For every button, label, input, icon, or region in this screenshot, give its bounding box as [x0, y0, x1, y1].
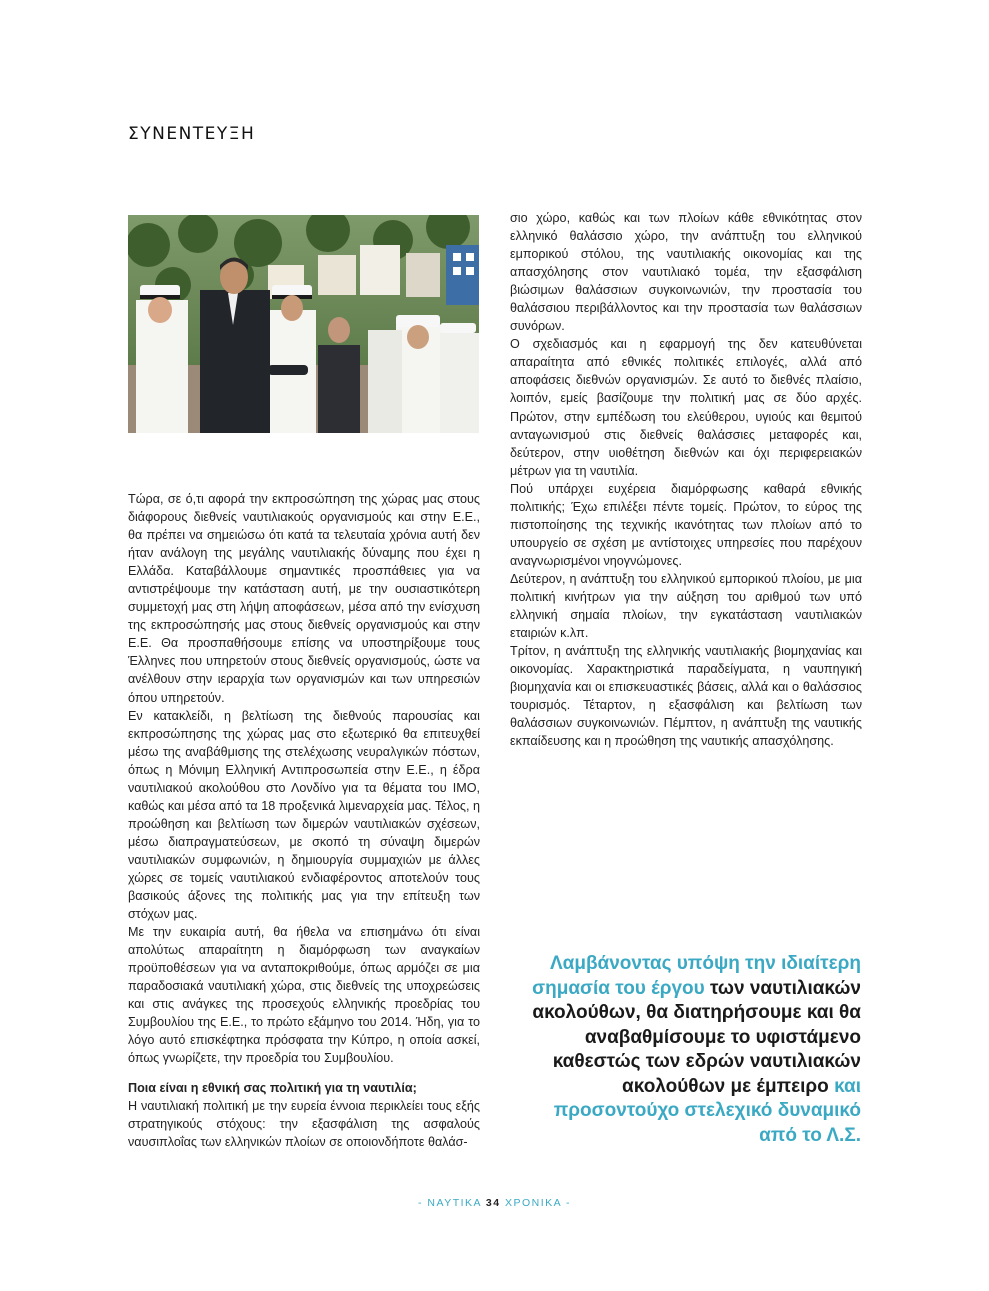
left-column — [128, 490, 480, 1151]
section-title: ΣΥΝΕΝΤΕΥΞΗ — [128, 124, 256, 144]
page-footer — [0, 1197, 989, 1209]
interview-answer: Η ναυτιλιακή πολιτική με την ευρεία έννοια περικλείει τους εξής στρατηγικούς στόχους: την εξασφάλιση της ασφαλούς ναυσιπλοΐας των ελληνικών πλοίων σε οποιονδήποτε θαλάσ- — [128, 1098, 480, 1149]
body-paragraph: Εν κατακλείδι, η βελτίωση της διεθνούς παρουσίας και εκπροσώπησης της χώρας μας στο εξωτερικό θα επιτευχθεί μέσω της αναβάθμισης της στελέχωσης νευραλγικών πόστων, όπως η Μόνιμη Ελληνική Αντιπροσωπεία στην Ε.Ε., η έδρα ναυτιλιακού ακολούθου στο Λονδίνο για τα θέματα του ΙΜΟ, καθώς και μέσα από τα 18 προξενικά λιμεναρχεία μας. Τέλος, η προώθηση και βελτίωση των διμερών ναυτιλιακών σχέσεων, μέσω διαπραγματεύσεων, με σκοπό τη σύναψη διμερών ναυτιλιακών συμφωνιών, η δημιουργία συμμαχιών με άλλες χώρες σε τομείς ναυτιλιακού ενδιαφέροντος αποτελούν τους βασικούς άξονες της πολιτικής μας για την επίτευξη των στόχων μας. — [128, 708, 480, 922]
ceremony-photo — [128, 215, 479, 433]
footer-magazine-left: - ΝΑΥΤΙΚΑ — [417, 1197, 482, 1209]
pull-quote-highlight: και προσοντούχο στελεχικό δυναμικό από το Λ.Σ. — [553, 1075, 861, 1146]
footer-magazine-right: ΧΡΟΝΙΚΑ - — [505, 1197, 572, 1209]
pull-quote-highlight: Λαμβάνοντας υπόψη την ιδιαίτερη σημασία του έργου — [532, 953, 861, 999]
pull-quote — [521, 952, 861, 1148]
body-paragraph: Τρίτον, η ανάπτυξη της ελληνικής ναυτιλιακής βιομηχανίας και οικονομίας. Χαρακτηριστικά παραδείγματα, η ναυπηγική βιομηχανία και οι επισκευαστικές βάσεις, αλλά και ο θαλάσσιος τουρισμός. Τέταρτον, η εξασφάλιση και βελτίωση των θαλάσσιων συγκοινωνιών. Πέμπτον, η ανάπτυξη της ναυτικής εκπαίδευσης και η προώθηση της ναυτικής απασχόλησης. — [510, 644, 862, 749]
body-paragraph: Πού υπάρχει ευχέρεια διαμόρφωσης καθαρά εθνικής πολιτικής; Έχω επιλέξει πέντε τομείς. Πρώτον, το εύρος της πιστοποίησης της τεχνικής ικανότητας των πλοίων από το υπουργείο σε σχέση με αντίστοιχες υπηρεσίες που παρέχουν αναγνωρισμένοι νηογνώμονες. — [510, 481, 862, 568]
body-paragraph: σιο χώρο, καθώς και των πλοίων κάθε εθνικότητας στον ελληνικό θαλάσσιο χώρο, την ανάπτυξη του ελληνικού εμπορικού στόλου, της ναυτιλιακής οικονομίας και της απασχόλησης στον ναυτιλιακό τομέα, την εξασφάλιση βιώσιμων θαλάσσιων συγκοινωνιών, την προστασία του θαλάσσιου περιβάλλοντος και την προστασία των θαλάσσιων συνόρων. — [510, 211, 862, 334]
pull-quote-text: των ναυτιλιακών ακολούθων, θα διατηρήσουμε και θα αναβαθμίσουμε το υφιστάμενο καθεστώς των εδρών ναυτιλιακών ακολούθων με έμπειρο — [532, 977, 861, 1097]
body-paragraph: Ο σχεδιασμός και η εφαρμογή της δεν κατευθύνεται απαραίτητα από εθνικές πολιτικές επιλογές, αλλά από αποφάσεις διεθνών οργανισμών. Σε αυτό το διεθνές πλαίσιο, λοιπόν, εμείς βασίζουμε την πολιτική μας σε δύο αρχές. Πρώτον, στην εμπέδωση του ελεύθερου, υγιούς και θεμιτού ανταγωνισμού στις διεθνείς θαλάσσιες μεταφορές και, δεύτερον, στην υιοθέτηση διεθνών και όχι περιφερειακών μέτρων για τη ναυτιλία. — [510, 337, 862, 478]
body-paragraph: Τώρα, σε ό,τι αφορά την εκπροσώπηση της χώρας μας στους διάφορους διεθνείς ναυτιλιακούς οργανισμούς και στην Ε.Ε., θα πρέπει να σημειώσω ότι κατά τα τελευταία χρόνια αυτή δεν ήταν ανάλογη της μεγάλης ναυτιλιακής δύναμης που έχει η Ελλάδα. Καταβάλλουμε σημαντικές προσπάθειες για να αντιστρέψουμε την κατάσταση αυτή, με την ουσιαστικότερη συμμετοχή μας στη λήψη αποφάσεων, μέσα από την ενίσχυση της εκπροσώπησής μας στους διεθνείς οργανισμούς και στην Ε.Ε. Θα προσπαθήσουμε επίσης να υποστηρίξουμε τους Έλληνες που υπηρετούν στους διεθνείς οργανισμούς, ώστε να ανέλθουν στην ιεραρχία των οργανισμών και των υπηρεσιών όπου υπηρετούν. — [128, 492, 480, 705]
body-paragraph: Δεύτερον, η ανάπτυξη του ελληνικού εμπορικού πλοίου, με μια πολιτική κινήτρων για την αύξηση του αριθμού των υπό ελληνική σημαία πλοίων, την εγκατάσταση ναυτιλιακών εταιριών κ.λπ. — [510, 571, 862, 641]
interview-question: Ποια είναι η εθνική σας πολιτική για τη ναυτιλία; — [128, 1080, 417, 1095]
body-paragraph: Με την ευκαιρία αυτή, θα ήθελα να επισημάνω ότι είναι απολύτως απαραίτητη η διαμόρφωση των αναγκαίων προϋποθέσεων για να ανταποκριθούμε, όπως αρμόζει σε μια παραδοσιακά ναυτιλιακή χώρα, στις διεθνείς της υποχρεώσεις και στις ανάγκες της προσεχούς ελληνικής προεδρίας του Συμβουλίου της Ε.Ε., το πρώτο εξάμηνο του 2014. Ήδη, για το λόγο αυτό επισκέφτηκα πρόσφατα την Κύπρο, η οποία ασκεί, όπως γνωρίζετε, την προεδρία του Συμβουλίου. — [128, 925, 480, 1066]
page-number: 34 — [485, 1197, 501, 1209]
right-column — [510, 209, 862, 750]
